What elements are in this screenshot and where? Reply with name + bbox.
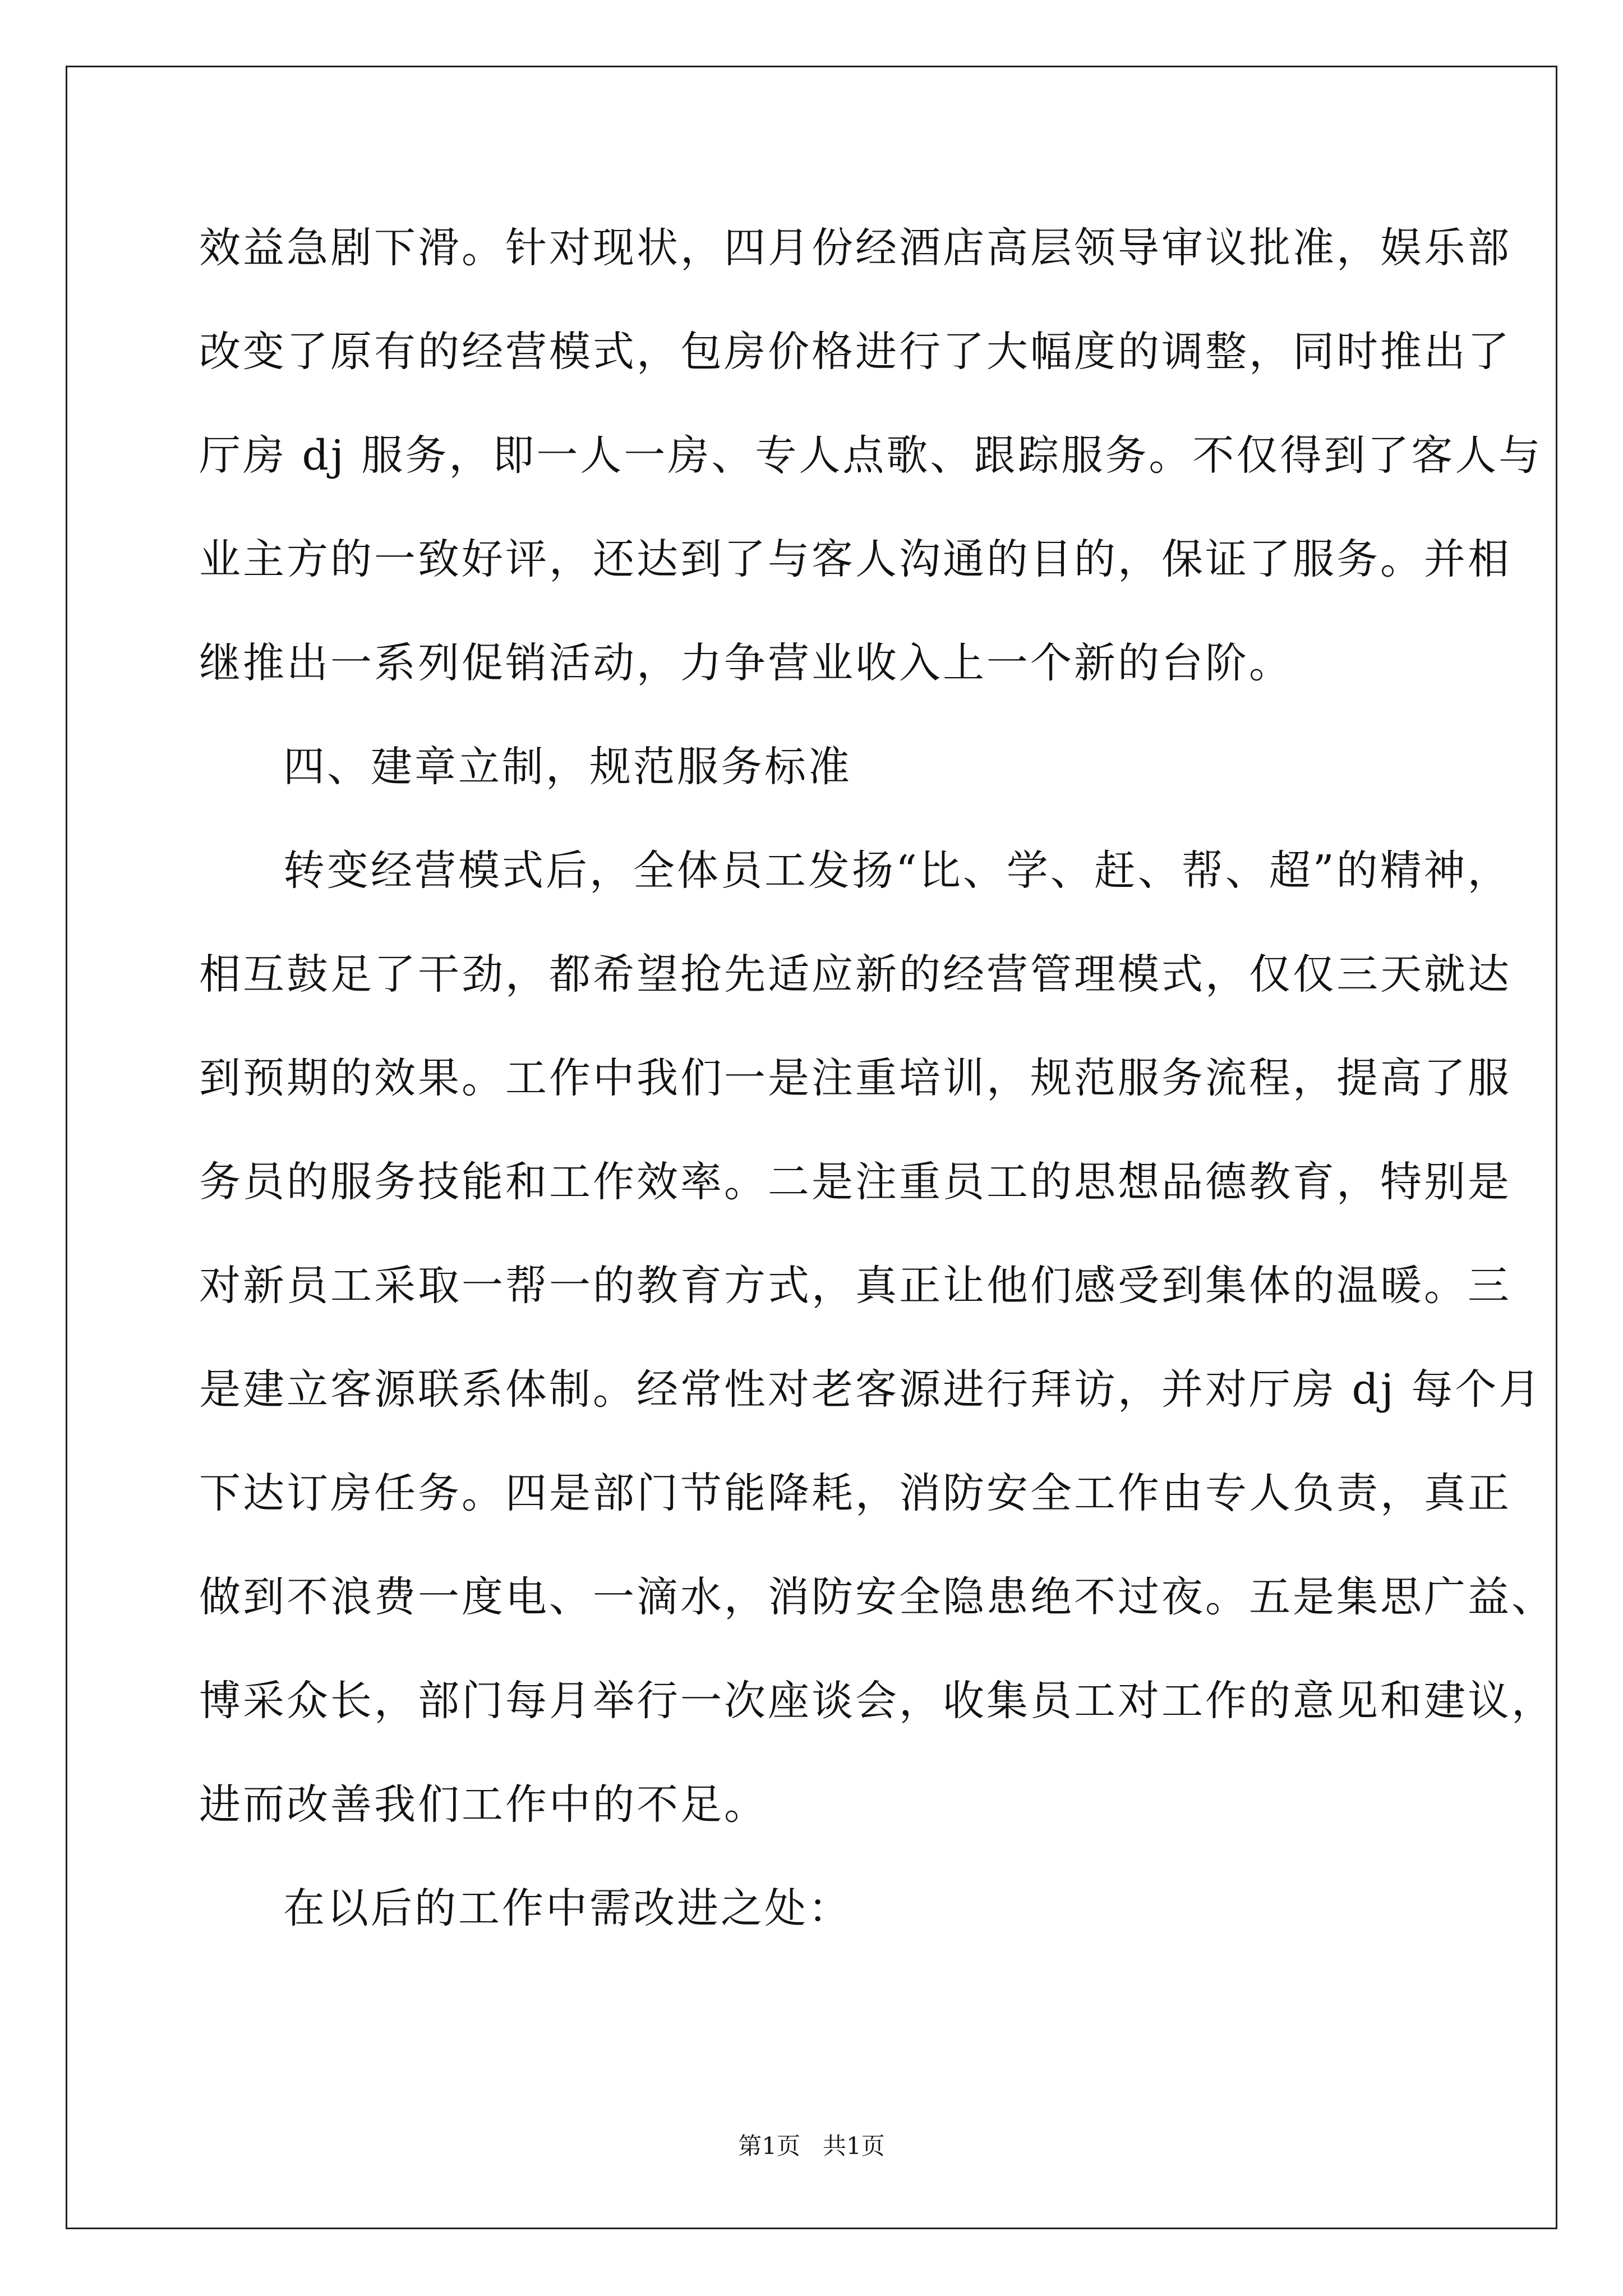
body-line-5: 继推出一系列促销活动，力争营业收入上一个新的台阶。 [199, 639, 1293, 687]
body-line-4: 业主方的一致好评，还达到了与客人沟通的目的，保证了服务。并相 [199, 535, 1511, 583]
body-line-10: 务员的服务技能和工作效率。二是注重员工的思想品德教育，特别是 [199, 1158, 1511, 1206]
body-line-15: 博采众长，部门每月举行一次座谈会，收集员工对工作的意见和建议， [199, 1677, 1555, 1725]
body-line-3: 厅房 dj 服务，即一人一房、专人点歌、跟踪服务。不仅得到了客人与 [199, 431, 1543, 480]
section-heading: 四、建章立制，规范服务标准 [283, 743, 852, 791]
page-footer: 第1页 共1页 [738, 2132, 885, 2160]
body-line-11: 对新员工采取一帮一的教育方式，真正让他们感受到集体的温暖。三 [199, 1262, 1511, 1310]
body-line-16: 进而改善我们工作中的不足。 [199, 1780, 768, 1829]
body-line-8: 相互鼓足了干劲，都希望抢先适应新的经营管理模式，仅仅三天就达 [199, 950, 1511, 999]
body-line-14: 做到不浪费一度电、一滴水，消防安全隐患绝不过夜。五是集思广益、 [199, 1573, 1555, 1621]
body-line-12: 是建立客源联系体制。经常性对老客源进行拜访，并对厅房 dj 每个月 [199, 1365, 1543, 1414]
body-line-13: 下达订房任务。四是部门节能降耗，消防安全工作由专人负责，真正 [199, 1469, 1511, 1517]
body-line-2: 改变了原有的经营模式，包房价格进行了大幅度的调整，同时推出了 [199, 328, 1511, 376]
body-line-7: 转变经营模式后，全体员工发扬“比、学、赶、帮、超”的精神， [283, 846, 1511, 895]
body-line-9: 到预期的效果。工作中我们一是注重培训，规范服务流程，提高了服 [199, 1054, 1511, 1102]
body-line-17: 在以后的工作中需改进之处： [283, 1884, 852, 1932]
body-line-1: 效益急剧下滑。针对现状，四月份经酒店高层领导审议批准，娱乐部 [199, 224, 1511, 272]
